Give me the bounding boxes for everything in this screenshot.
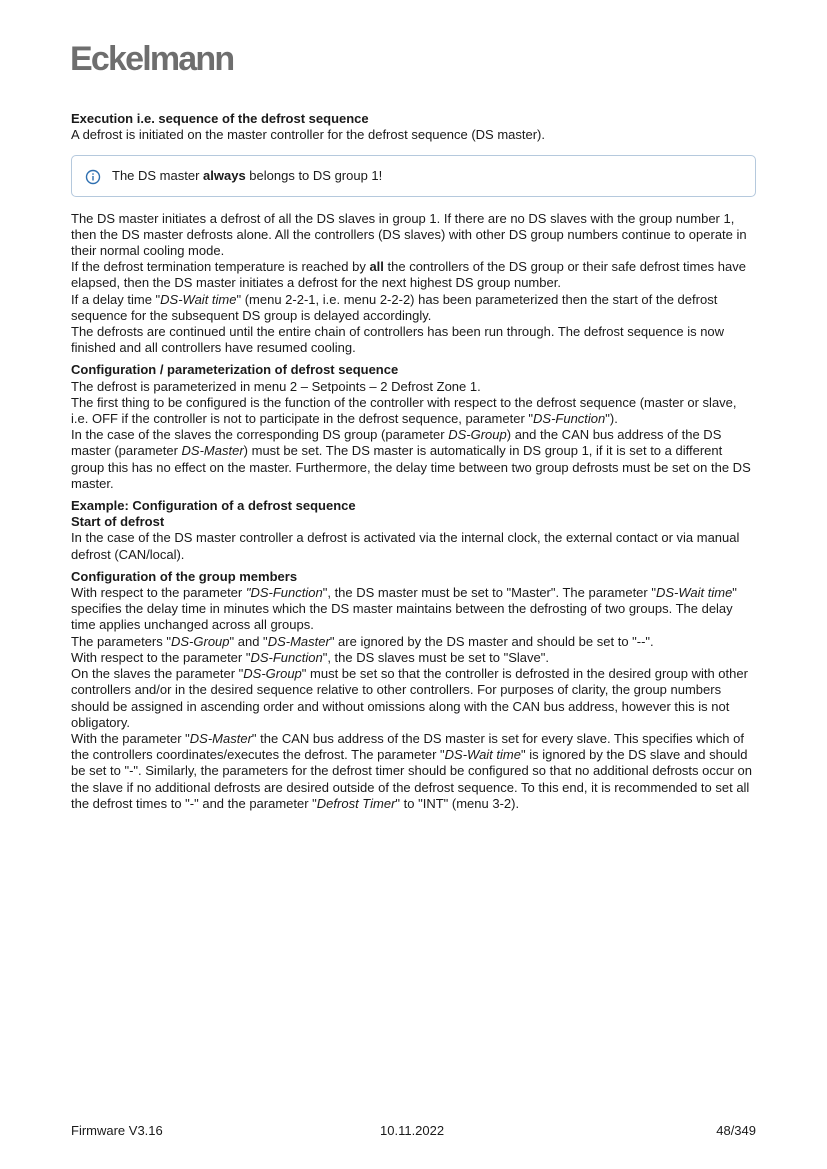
info-note-text: The DS master always belongs to DS group 1! [112, 168, 383, 184]
document-date: 10.11.2022 [380, 1123, 445, 1138]
info-note [71, 155, 756, 196]
section-heading-example: Example: Configuration of a defrost sequence [71, 498, 356, 514]
section-heading-execution: Execution i.e. sequence of the defrost sequence [71, 111, 369, 126]
section-heading-configuration: Configuration / parameterization of defrost sequence [71, 362, 399, 378]
info-icon [85, 169, 101, 185]
page-content [71, 111, 756, 812]
execution-intro: A defrost is initiated on the master controller for the defrost sequence (DS master). [71, 127, 545, 143]
paragraph: The parameters "DS-Group" and "DS-Master" are ignored by the DS master and should be set to "--". [71, 633, 654, 649]
firmware-version: Firmware V3.16 [71, 1123, 163, 1138]
paragraph: In the case of the slaves the corresponding DS group (parameter DS-Group) and the CAN bus address of the DS master (parameter DS-Master) must be set. The DS master is automatically in DS group 1, if it is set to a different group this has no effect on the master. Furthermore, the delay time between two group defrosts must be set on the DS master. [71, 427, 751, 491]
paragraph: The first thing to be configured is the function of the controller with respect to the defrost sequence (master or slave, i.e. OFF if the controller is not to participate in the defrost sequence, parameter "DS-Function"). [71, 394, 737, 427]
paragraph: If the defrost termination temperature is reached by all the controllers of the DS group or their safe defrost times have elapsed, then the DS master initiates a defrost for the next highest DS group number. [71, 259, 746, 291]
paragraph: If a delay time "DS-Wait time" (menu 2-2-1, i.e. menu 2-2-2) has been parameterized then the start of the defrost sequence for the subsequent DS group is delayed accordingly. [71, 291, 718, 323]
section-heading-group-members: Configuration of the group members [71, 568, 298, 584]
paragraph: In the case of the DS master controller a defrost is activated via the internal clock, the external contact or via manual defrost (CAN/local). [71, 530, 740, 562]
paragraph: On the slaves the parameter "DS-Group" must be set so that the controller is defrosted in the desired group with other controllers and/or in the desired sequence relative to other controllers. For purposes of clarity, the group numbers should be assigned in ascending order and without omissions along with the CAN bus address, however this is not obligatory. [71, 666, 748, 730]
paragraph: The DS master initiates a defrost of all the DS slaves in group 1. If there are no DS slaves with the group number 1, then the DS master defrosts alone. All the controllers (DS slaves) with other DS group numbers continue to operate in their normal cooling mode. [71, 210, 747, 259]
paragraph: With respect to the parameter "DS-Function", the DS slaves must be set to "Slave". [71, 649, 549, 665]
subheading-start-of-defrost: Start of defrost [71, 514, 165, 530]
page-number: 48/349 [716, 1123, 756, 1138]
paragraph: With respect to the parameter "DS-Function", the DS master must be set to "Master". The parameter "DS-Wait time" specifies the delay time in minutes which the DS master maintains between the defrosting of two groups. The delay time applies unchanged across all groups. [71, 585, 737, 633]
eckelmann-logo: Eckelmann [70, 40, 234, 78]
paragraph: The defrosts are continued until the entire chain of controllers has been run through. The defrost sequence is now finished and all controllers have resumed cooling. [71, 324, 725, 356]
paragraph: With the parameter "DS-Master" the CAN bus address of the DS master is set for every slave. This specifies which of the controllers coordinates/executes the defrost. The parameter "DS-Wait time" is ignored by the DS slave and should be set to "-". Similarly, the parameters for the defrost timer should be configured so that no additional defrosts occur on the slave if no additional defrosts are desired outside of the defrost sequence. To this end, it is recommended to set all the defrost times to "-" and the parameter "Defrost Timer" to "INT" (menu 3-2). [71, 730, 753, 811]
paragraph: The defrost is parameterized in menu 2 – Setpoints – 2 Defrost Zone 1. [71, 378, 481, 394]
